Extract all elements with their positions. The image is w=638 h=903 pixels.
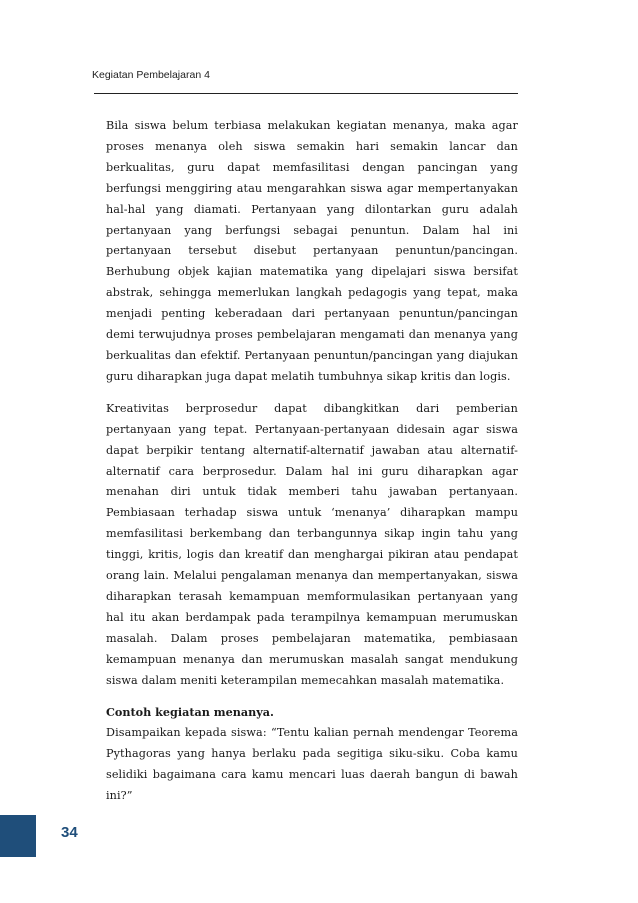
section-heading: Contoh kegiatan menanya. (106, 705, 274, 720)
header-divider (94, 93, 518, 94)
page-number: 34 (61, 824, 78, 841)
paragraph-example: Disampaikan kepada siswa: “Tentu kalian pernah mendengar Teorema Pythagoras yang hanya berlaku pada segitiga siku-siku. Coba kamu selidiki bagaimana cara kamu mencari luas daerah bangun di bawah ini?” (106, 726, 518, 803)
page-number-tab (0, 815, 36, 857)
page-body (106, 116, 518, 818)
paragraph-kreativitas: Kreativitas berprosedur dapat dibangkitkan dari pemberian pertanyaan yang tepat. Pertanyaan-pertanyaan didesain agar siswa dapat berpikir tentang alternatif-alternatif jawaban atau alternatif-alternatif cara berprosedur. Dalam hal ini guru diharapkan agar menahan diri untuk tidak memberi tahu jawaban pertanyaan. Pembiasaan terhadap siswa untuk ‘menanya’ diharapkan mampu memfasilitasi berkembang dan terbangunnya sikap ingin tahu yang tinggi, kritis, logis dan kreatif dan menghargai pikiran atau pendapat orang lain. Melalui pengalaman menanya dan mempertanyakan, siswa diharapkan terasah kemampuan memformulasikan pertanyaan yang hal itu akan berdampak pada terampilnya kemampuan merumuskan masalah. Dalam proses pembelajaran matematika, pembiasaan kemampuan menanya dan merumuskan masalah sangat mendukung siswa dalam meniti keterampilan memecahkan masalah matematika. (106, 401, 518, 687)
running-header: Kegiatan Pembelajaran 4 (92, 69, 210, 81)
paragraph-menanya-intro: Bila siswa belum terbiasa melakukan kegiatan menanya, maka agar proses menanya oleh siswa semakin hari semakin lancar dan berkualitas, guru dapat memfasilitasi dengan pancingan yang berfungsi menggiring atau mengarahkan siswa agar mempertanyakan hal-hal yang diamati. Pertanyaan yang dilontarkan guru adalah pertanyaan yang berfungsi sebagai penuntun. Dalam hal ini pertanyaan tersebut disebut pertanyaan penuntun/pancingan. Berhubung objek kajian matematika yang dipelajari siswa bersifat abstrak, sehingga memerlukan langkah pedagogis yang tepat, maka menjadi penting keberadaan dari pertanyaan penuntun/pancingan demi terwujudnya proses pembelajaran mengamati dan menanya yang berkualitas dan efektif. Pertanyaan penuntun/pancingan yang diajukan guru diharapkan juga dapat melatih tumbuhnya sikap kritis dan logis. (106, 119, 518, 383)
